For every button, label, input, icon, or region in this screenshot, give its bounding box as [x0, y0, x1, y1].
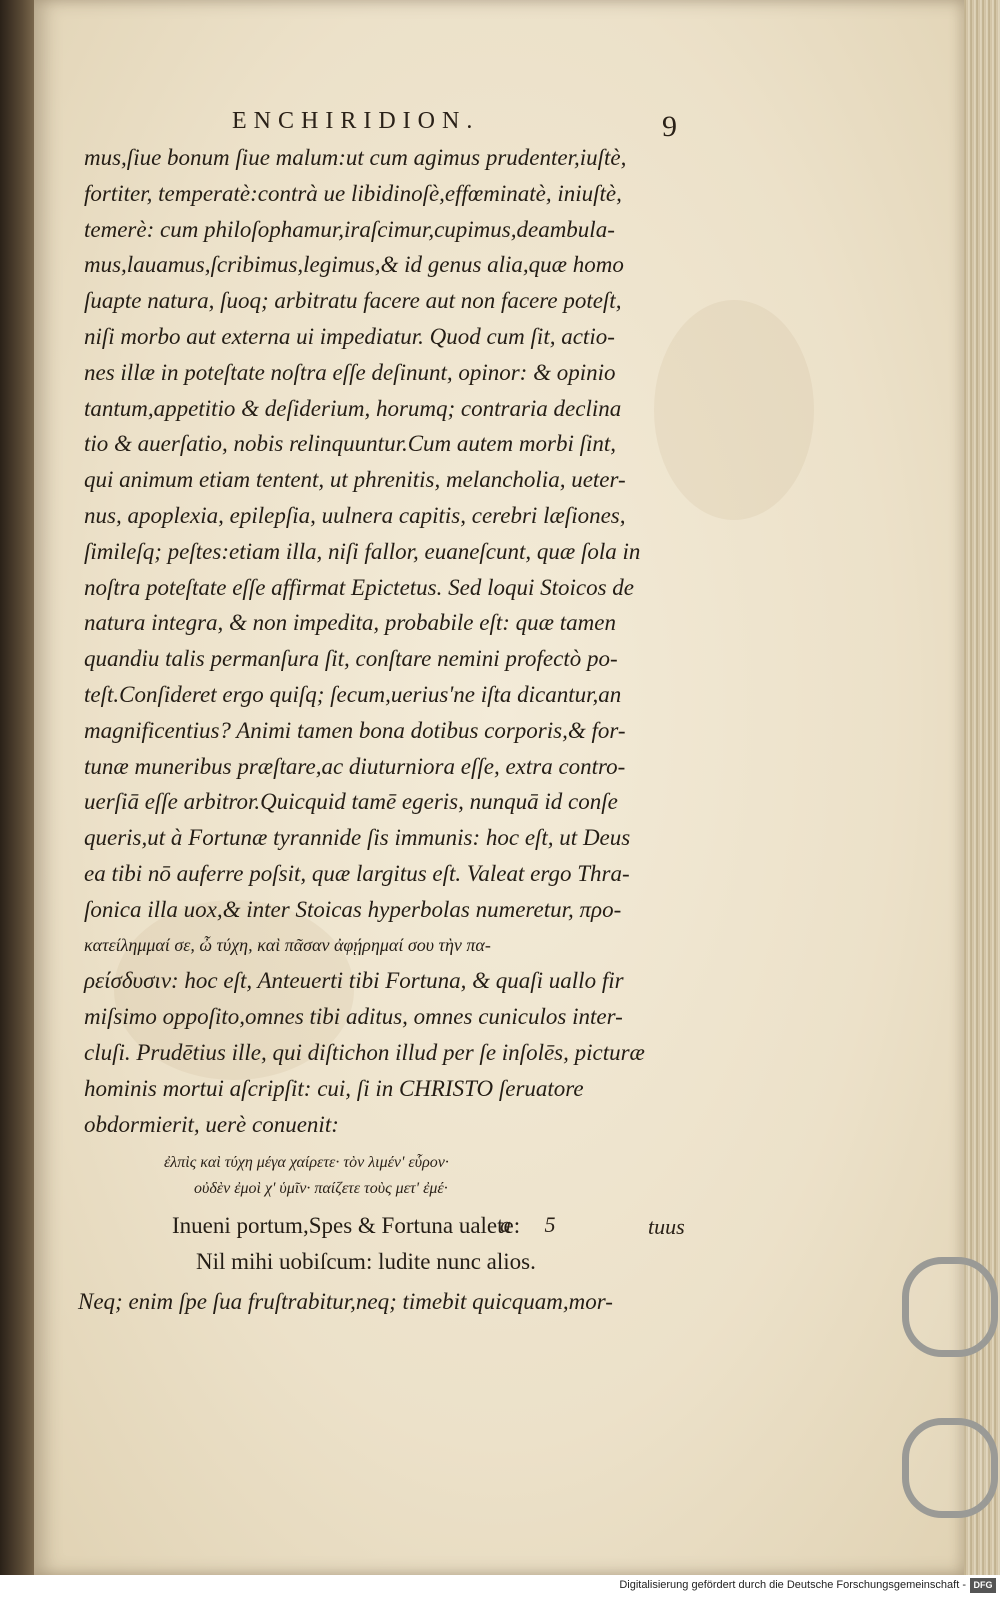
- text-line: κατείλημμαί σε, ὦ τύχη, καὶ πᾶσαν ἀφῄρημαί σου τὴν πα-: [84, 934, 491, 955]
- footer-credit: Digitalisierung gefördert durch die Deutsche Forschungsgemeinschaft -: [619, 1579, 966, 1591]
- text-line: ea tibi nō auferre poſsit, quæ largitus eſt. Valeat ergo Thra-: [84, 860, 630, 886]
- greek-verse: ἐλπὶς καὶ τύχη μέγα χαίρετε· τὸν λιμέν' εὗρον·: [164, 1154, 449, 1172]
- page-clip-bottom: [902, 1418, 998, 1518]
- text-line: queris,ut à Fortunæ tyrannide ſis immunis: hoc eſt, ut Deus: [84, 825, 631, 851]
- text-line: uerſiā eſſe arbitror.Quicquid tamē egeris, nunquā id conſe: [84, 789, 618, 815]
- text-line: nus, apoplexia, epilepſia, uulnera capitis, cerebri læſiones,: [84, 502, 626, 528]
- main-text-block: [78, 140, 706, 1320]
- text-line: ſuapte natura, ſuoq; arbitratu facere aut non facere poteſt,: [84, 288, 622, 314]
- footer-bar: [0, 1575, 1000, 1598]
- text-line: fortiter, temperatè:contrà ue libidinoſè,effœminatè, iniuſtè,: [84, 180, 622, 206]
- latin-verse: Nil mihi uobiſcum: ludite nunc alios.: [196, 1249, 536, 1275]
- greek-verse: οὐδὲν ἐμοὶ χ' ὑμῖν· παίζετε τοὺς μετ' ἐμέ·: [194, 1180, 448, 1198]
- latin-verse: Inueni portum,Spes & Fortuna ualete:: [172, 1213, 521, 1239]
- text-line: qui animum etiam tentent, ut phrenitis, melancholia, ueter-: [84, 467, 626, 493]
- text-line: niſi morbo aut externa ui impediatur. Quod cum ſit, actio-: [84, 323, 615, 349]
- text-line: ſonica illa uox,& inter Stoicas hyperbolas numeretur, προ-: [84, 896, 622, 922]
- text-line: hominis mortui aſcripſit: cui, ſi in CHRISTO ſeruatore: [84, 1075, 584, 1101]
- text-line: tantum,appetitio & deſiderium, horumq; contraria declina: [84, 395, 622, 421]
- latin-distich: [84, 1208, 706, 1280]
- text-line: tunæ muneribus præſtare,ac diuturniora eſſe, extra contro-: [84, 753, 626, 779]
- text-line: magnificentius? Animi tamen bona dotibus corporis,& for-: [84, 717, 626, 743]
- text-line: tio & auerſatio, nobis relinquuntur.Cum autem morbi ſint,: [84, 431, 616, 457]
- text-line: natura integra, & non impedita, probabile eſt: quæ tamen: [84, 610, 616, 636]
- text-line: miſsimo oppoſito,omnes tibi aditus, omnes cuniculos inter-: [84, 1004, 623, 1030]
- text-line: quandiu talis permanſura ſit, conſtare nemini profectò po-: [84, 646, 618, 672]
- text-line: nes illæ in poteſtate noſtra eſſe deſinunt, opinor: & opinio: [84, 359, 616, 385]
- page-number: 9: [662, 110, 677, 143]
- text-line: ſimileſq; peſtes:etiam illa, niſi fallor, euaneſcunt, quæ ſola in: [84, 538, 641, 564]
- catchword: tuus: [648, 1214, 685, 1239]
- text-line-final: Neq; enim ſpe ſua fruſtrabitur,neq; timebit quicquam,mor-: [78, 1288, 613, 1314]
- signature-mark: a 5: [500, 1212, 570, 1237]
- text-line: temerè: cum philoſophamur,iraſcimur,cupimus,deambula-: [84, 216, 615, 242]
- text-line: cluſi. Prudētius ille, qui diſtichon illud per ſe inſolēs, picturæ: [84, 1039, 645, 1065]
- dfg-logo: DFG: [970, 1578, 996, 1593]
- text-line: teſt.Conſideret ergo quiſq; ſecum,uerius'ne iſta dicantur,an: [84, 681, 622, 707]
- text-line: ρείσδυσιν: hoc eſt, Anteuerti tibi Fortuna, & quaſi uallo fir: [84, 968, 624, 994]
- text-line: mus,ſiue bonum ſiue malum:ut cum agimus prudenter,iuſtè,: [84, 145, 627, 170]
- text-line: mus,lauamus,ſcribimus,legimus,& id genus alia,quæ homo: [84, 252, 624, 278]
- running-head: ENCHIRIDION.: [232, 108, 480, 134]
- text-line: obdormierit, uerè conuenit:: [84, 1111, 339, 1137]
- text-line: noſtra poteſtate eſſe affirmat Epictetus. Sed loqui Stoicos de: [84, 574, 635, 600]
- greek-distich: [84, 1150, 706, 1202]
- page-clip-top: [902, 1257, 998, 1357]
